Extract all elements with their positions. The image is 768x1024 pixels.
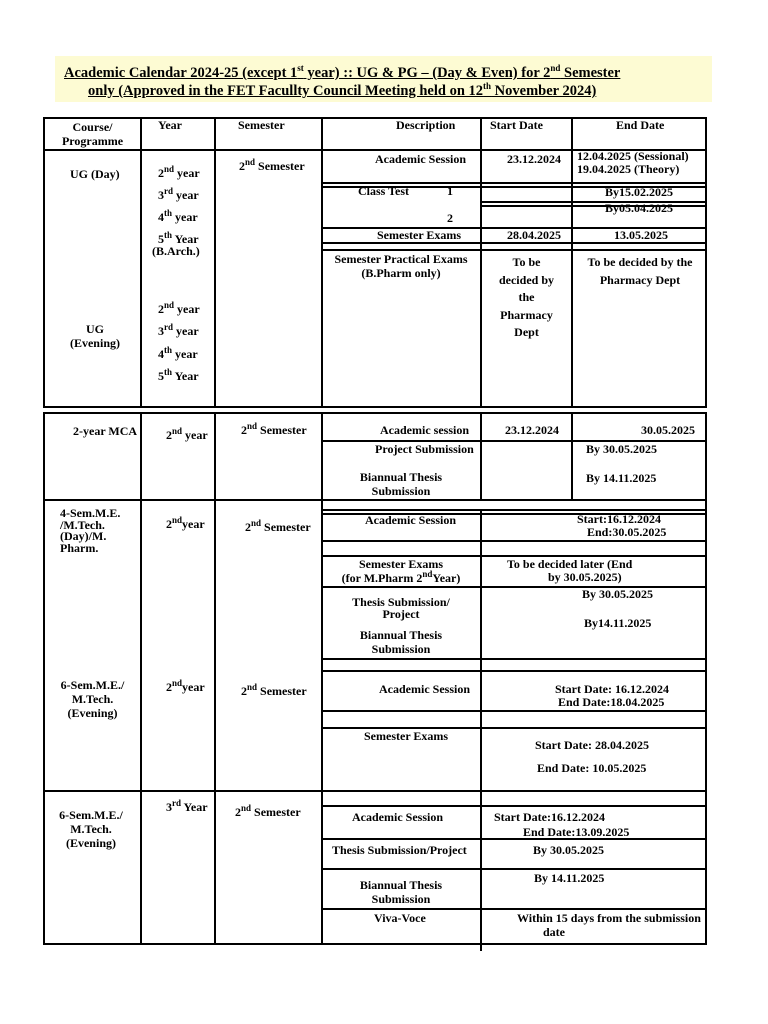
me6b-thesis-submission: Thesis Submission/Project <box>332 843 467 857</box>
me4-se-value: To be decided later (End <box>507 557 633 571</box>
me4-as-start: Start:16.12.2024 <box>577 512 661 526</box>
col-divider <box>214 117 216 408</box>
row-divider <box>321 710 707 712</box>
barch-label: (B.Arch.) <box>152 244 200 258</box>
me6b-viva-value-2: date <box>543 925 565 939</box>
me4-semester: 2nd Semester <box>245 518 311 534</box>
mca-as-end: 30.05.2025 <box>641 423 695 437</box>
mca-label: 2-year MCA <box>73 424 138 438</box>
ug-semester: 2nd Semester <box>239 157 305 173</box>
col-divider <box>480 509 482 951</box>
row-divider <box>321 805 707 807</box>
row-divider <box>321 658 707 660</box>
ug-day-year: 2nd year <box>158 164 200 180</box>
ug-day-label: UG (Day) <box>70 167 120 181</box>
row-divider <box>321 509 707 511</box>
ug-evening-year: 5th Year <box>158 367 199 383</box>
class-test-2: 2 <box>447 211 453 225</box>
me6b-label: 6-Sem.M.E./ M.Tech. (Evening) <box>59 808 123 850</box>
mca-project-submission: Project Submission <box>375 442 474 456</box>
me6a-as-end: End Date:18.04.2025 <box>558 695 665 709</box>
col-divider <box>140 412 142 945</box>
me6a-year: 2ndyear <box>166 678 205 694</box>
col-divider <box>480 412 482 500</box>
ug-se-end: 13.05.2025 <box>614 228 668 242</box>
me4-label: 4-Sem.M.E. /M.Tech. (Day)/M. Pharm. <box>60 506 121 555</box>
me4-se-value-2: by 30.05.2025) <box>548 570 622 584</box>
ug-as-end-theory: 19.04.2025 (Theory) <box>577 162 680 176</box>
header-description: Description <box>396 118 456 132</box>
me6b-as-start: Start Date:16.12.2024 <box>494 810 605 824</box>
me6b-thesis-end: By 30.05.2025 <box>533 843 605 857</box>
mca-year: 2nd year <box>166 426 208 442</box>
me6b-biannual-thesis: Biannual Thesis Submission <box>359 878 443 906</box>
header-semester: Semester <box>238 118 285 132</box>
row-divider <box>321 249 707 251</box>
mca-project-end: By 30.05.2025 <box>586 442 658 456</box>
me4-semester-exams: Semester Exams (for M.Pharm 2ndYear) <box>341 557 461 585</box>
col-divider <box>571 412 573 500</box>
row-divider <box>321 540 707 542</box>
ug-day-year: 5th Year <box>158 230 199 246</box>
ug-evening-year: 3rd year <box>158 322 199 338</box>
me4-as-end: End:30.05.2025 <box>587 525 667 539</box>
row-divider <box>321 242 707 244</box>
class-test-1-end: By15.02.2025 <box>605 185 674 199</box>
me6a-se-end: End Date: 10.05.2025 <box>537 761 647 775</box>
me6b-academic-session: Academic Session <box>352 810 443 824</box>
practical-end: To be decided by the Pharmacy Dept <box>587 255 693 287</box>
ug-as-end-sessional: 12.04.2025 (Sessional) <box>577 149 689 163</box>
me4-academic-session: Academic Session <box>365 513 456 527</box>
row-divider <box>321 908 707 910</box>
ug-day-year: 4th year <box>158 208 198 224</box>
ug-evening-year: 4th year <box>158 345 198 361</box>
header-start-date: Start Date <box>490 118 543 132</box>
section-divider <box>43 790 707 792</box>
header-end-date: End Date <box>616 118 665 132</box>
me4-thesis-submission: Thesis Submission/ Project <box>352 595 450 621</box>
me6b-semester: 2nd Semester <box>235 803 301 819</box>
me6a-semester-exams: Semester Exams <box>364 729 449 743</box>
calendar-title <box>55 56 712 102</box>
section-divider <box>43 499 707 501</box>
mca-academic-session: Academic session <box>380 423 469 437</box>
ug-as-start: 23.12.2024 <box>507 152 561 166</box>
mca-thesis-end: By 14.11.2025 <box>586 471 657 485</box>
header-course: Course/ Programme <box>61 120 124 148</box>
me6b-biannual-end: By 14.11.2025 <box>534 871 605 885</box>
ug-semester-exams: Semester Exams <box>377 228 462 242</box>
class-test-1: 1 <box>447 184 453 198</box>
title-line-1: Academic Calendar 2024-25 (except 1st year) :: UG & PG – (Day & Even) for 2nd Semester <box>64 63 621 81</box>
ug-evening-label: UG (Evening) <box>69 322 120 350</box>
me6b-as-end: End Date:13.09.2025 <box>523 825 630 839</box>
me4-year: 2ndyear <box>166 515 205 531</box>
row-divider <box>321 838 707 840</box>
me6b-year: 3rd Year <box>166 798 208 814</box>
me6b-viva-value: Within 15 days from the submission <box>517 911 701 925</box>
col-divider <box>214 412 216 945</box>
me6a-label: 6-Sem.M.E./ M.Tech. (Evening) <box>60 678 125 720</box>
title-line-2: only (Approved in the FET Facullty Council Meeting held on 12th November 2024) <box>88 81 597 99</box>
ug-academic-session: Academic Session <box>375 152 466 166</box>
header-year: Year <box>158 118 182 132</box>
me6a-semester: 2nd Semester <box>241 682 307 698</box>
row-divider <box>481 205 707 207</box>
mca-biannual-thesis: Biannual Thesis Submission <box>359 470 443 498</box>
mca-semester: 2nd Semester <box>241 421 307 437</box>
me6b-viva-voce: Viva-Voce <box>374 911 426 925</box>
row-divider <box>481 201 707 203</box>
ug-evening-year: 2nd year <box>158 300 200 316</box>
me4-biannual-end: By14.11.2025 <box>584 616 652 630</box>
practical-exams: Semester Practical Exams (B.Pharm only) <box>334 252 468 280</box>
me4-biannual-thesis: Biannual Thesis Submission <box>359 628 443 656</box>
practical-start: To be decided by the Pharmacy Dept <box>498 255 554 339</box>
class-test-label: Class Test <box>358 184 410 198</box>
ug-day-year: 3rd year <box>158 186 199 202</box>
me4-thesis-end: By 30.05.2025 <box>582 587 654 601</box>
mca-as-start: 23.12.2024 <box>505 423 559 437</box>
me6a-academic-session: Academic Session <box>379 682 470 696</box>
col-divider <box>140 117 142 408</box>
row-divider <box>321 670 707 672</box>
row-divider <box>321 868 707 870</box>
ug-se-start: 28.04.2025 <box>507 228 561 242</box>
class-test-2-end: By05.04.2025 <box>605 201 674 215</box>
me6a-as-start: Start Date: 16.12.2024 <box>555 682 669 696</box>
me6a-se-start: Start Date: 28.04.2025 <box>535 738 649 752</box>
